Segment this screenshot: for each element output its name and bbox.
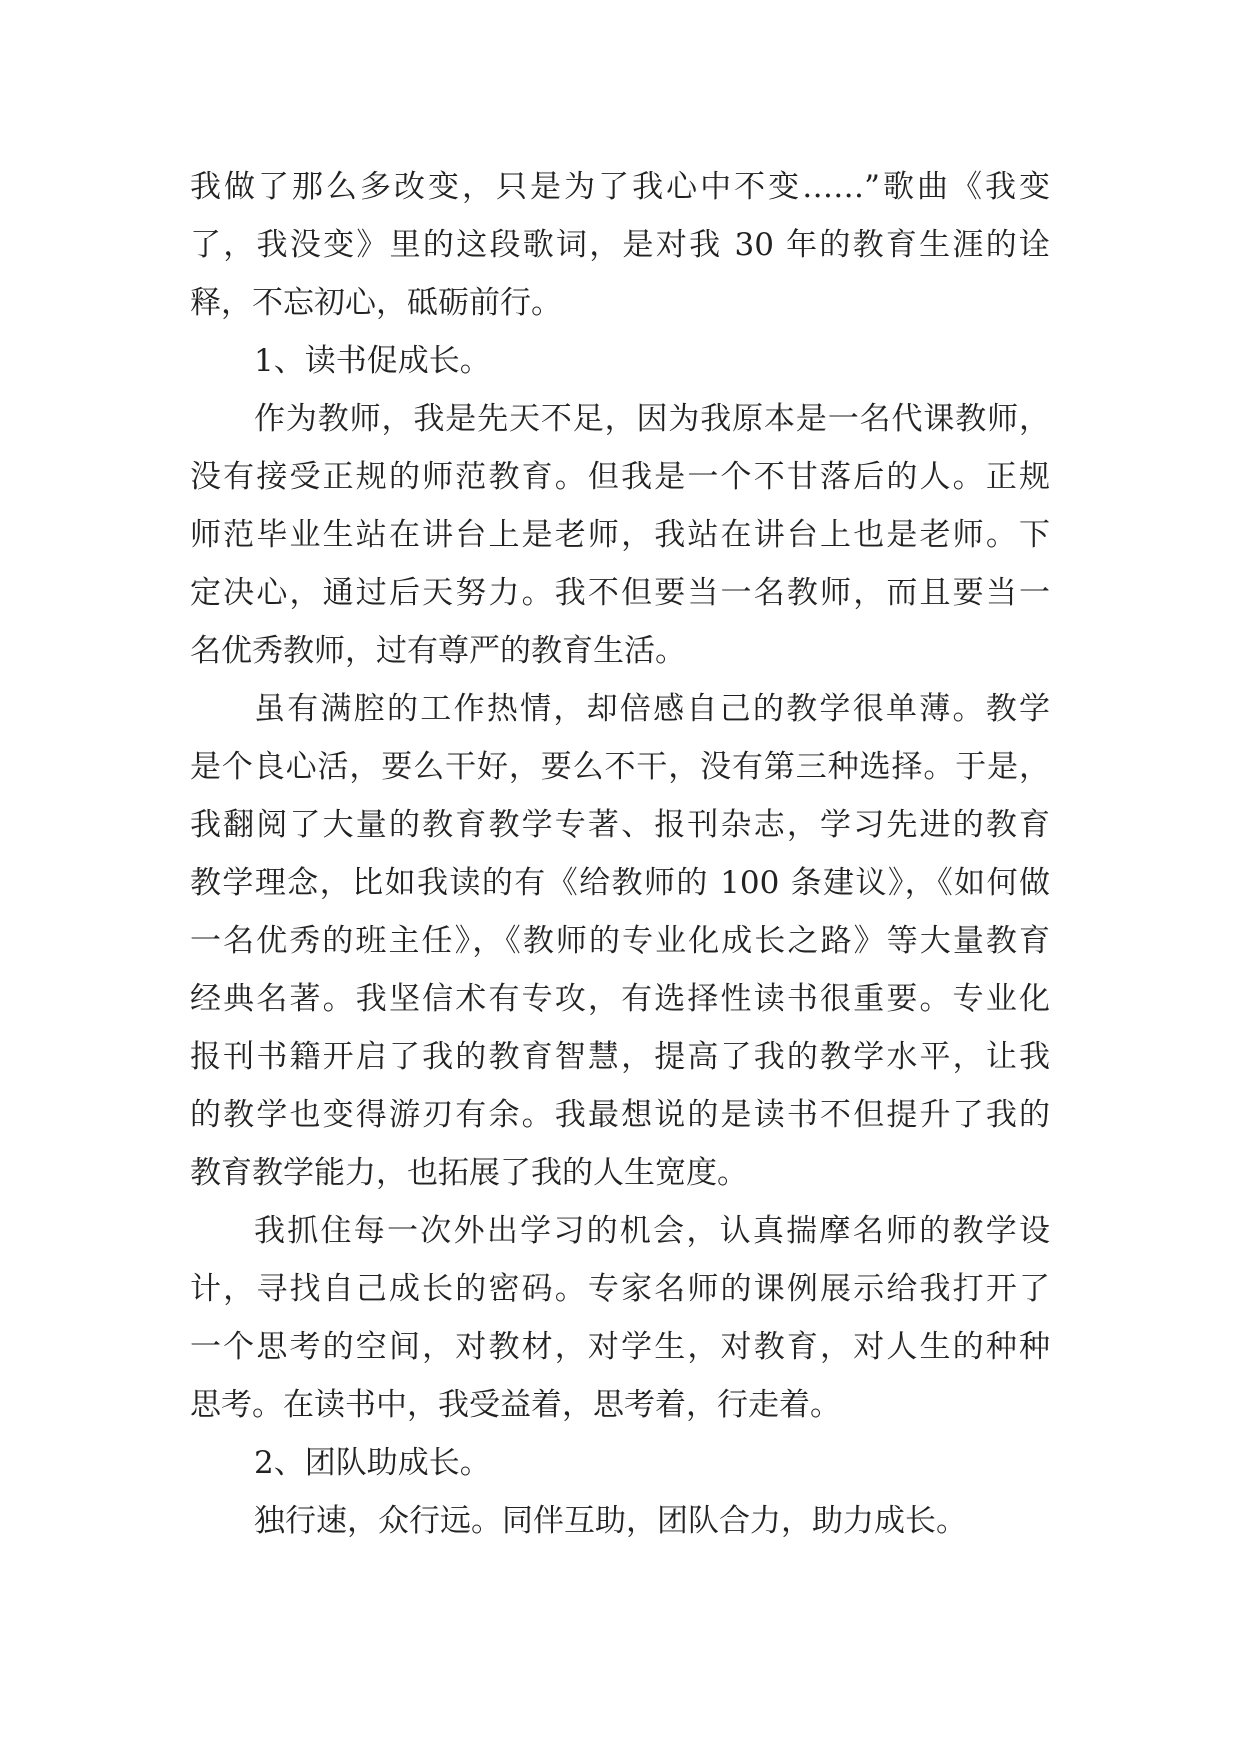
text-line: 一个思考的空间，对教材，对学生，对教育，对人生的种种 (190, 1329, 1050, 1365)
text-line: 我做了那么多改变，只是为了我心中不变……”歌曲《我变 (190, 169, 1050, 205)
text-line: 独行速，众行远。同伴互助，团队合力，助力成长。 (254, 1503, 967, 1539)
text-line: 虽有满腔的工作热情，却倍感自己的教学很单薄。教学 (254, 691, 1050, 727)
section-heading: 2、团队助成长。 (254, 1445, 491, 1481)
text-line: 定决心，通过后天努力。我不但要当一名教师，而且要当一 (190, 575, 1050, 611)
text-line: 教学理念，比如我读的有《给教师的 100 条建议》，《如何做 (190, 865, 1050, 901)
text-line: 释，不忘初心，砥砺前行。 (190, 285, 562, 321)
text-line: 计，寻找自己成长的密码。专家名师的课例展示给我打开了 (190, 1271, 1050, 1307)
document-body (190, 158, 1050, 1550)
text-line: 经典名著。我坚信术有专攻，有选择性读书很重要。专业化 (190, 981, 1050, 1017)
text-line: 了，我没变》里的这段歌词，是对我 30 年的教育生涯的诠 (190, 227, 1050, 263)
text-line: 师范毕业生站在讲台上是老师，我站在讲台上也是老师。下 (190, 517, 1050, 553)
text-line: 我翻阅了大量的教育教学专著、报刊杂志，学习先进的教育 (190, 807, 1050, 843)
text-line: 思考。在读书中，我受益着，思考着，行走着。 (190, 1387, 841, 1423)
text-line: 作为教师，我是先天不足，因为我原本是一名代课教师， (254, 401, 1050, 437)
section-heading: 1、读书促成长。 (254, 343, 491, 379)
text-line: 一名优秀的班主任》，《教师的专业化成长之路》等大量教育 (190, 923, 1050, 959)
text-line: 名优秀教师，过有尊严的教育生活。 (190, 633, 686, 669)
text-line: 是个良心活，要么干好，要么不干，没有第三种选择。于是， (190, 749, 1050, 785)
text-line: 的教学也变得游刃有余。我最想说的是读书不但提升了我的 (190, 1097, 1050, 1133)
text-line: 没有接受正规的师范教育。但我是一个不甘落后的人。正规 (190, 459, 1050, 495)
text-line: 报刊书籍开启了我的教育智慧，提高了我的教学水平，让我 (190, 1039, 1050, 1075)
text-line: 我抓住每一次外出学习的机会，认真揣摩名师的教学设 (254, 1213, 1050, 1249)
text-line: 教育教学能力，也拓展了我的人生宽度。 (190, 1155, 748, 1191)
